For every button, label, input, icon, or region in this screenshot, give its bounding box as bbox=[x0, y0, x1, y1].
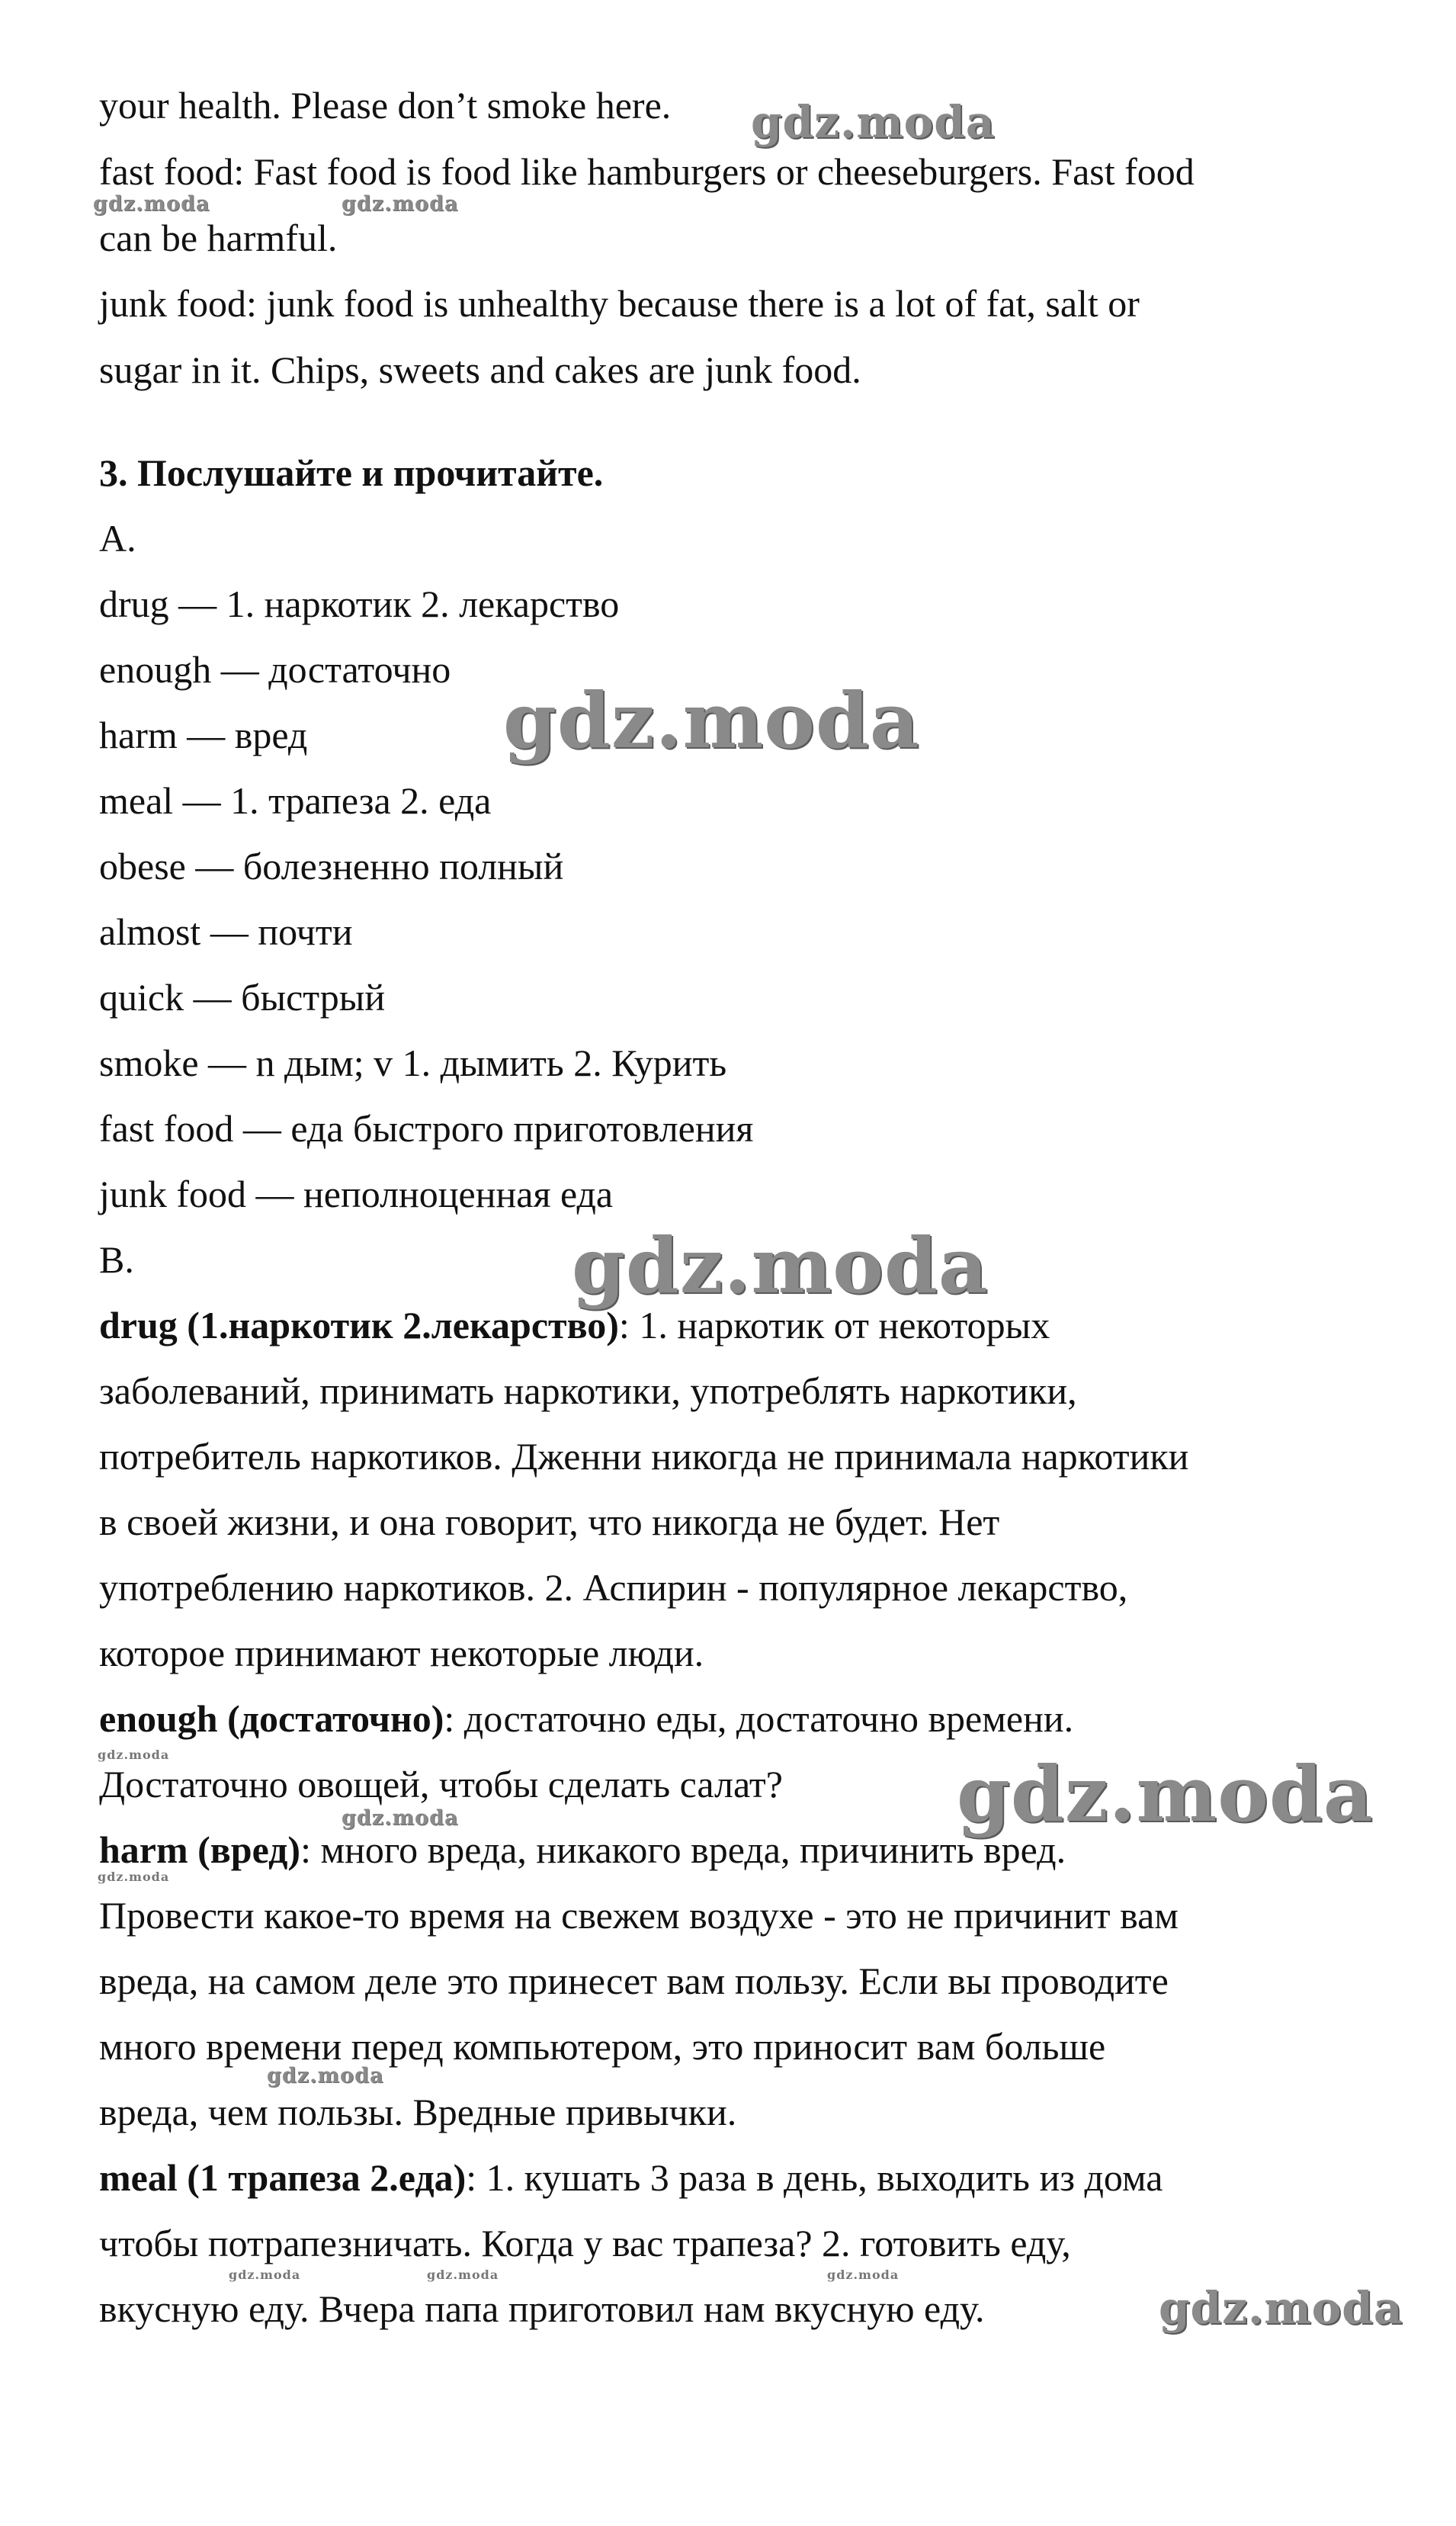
vocab-item: fast food — еда быстрого приготовления bbox=[99, 1107, 754, 1150]
watermark: gdz.moda bbox=[503, 676, 920, 766]
vocab-item: quick — быстрый bbox=[99, 976, 386, 1019]
watermark: gdz.moda bbox=[93, 192, 210, 216]
vocab-item: drug — 1. наркотик 2. лекарство bbox=[99, 583, 620, 625]
definition-text: : 1. наркотик от некоторых bbox=[618, 1304, 1050, 1346]
text-line: fast food: Fast food is food like hamburgers or cheeseburgers. Fast food bbox=[99, 150, 1195, 193]
definition-line: потребитель наркотиков. Дженни никогда не принимала наркотики bbox=[99, 1435, 1189, 1478]
definition-line bbox=[99, 1696, 1073, 1741]
term: harm (вред) bbox=[99, 1828, 301, 1871]
definition-text: : достаточно еды, достаточно времени. bbox=[444, 1697, 1074, 1740]
vocab-item: junk food — неполноценная еда bbox=[99, 1173, 614, 1215]
vocab-item: obese — болезненно полный bbox=[99, 845, 564, 887]
watermark: gdz.moda bbox=[1159, 2282, 1403, 2334]
section-heading: 3. Послушайте и прочитайте. bbox=[99, 451, 604, 494]
definition-line bbox=[99, 1827, 1066, 1873]
definition-line: в своей жизни, и она говорит, что никогда не будет. Нет bbox=[99, 1501, 1000, 1543]
definition-line: много времени перед компьютером, это приносит вам больше bbox=[99, 2025, 1106, 2068]
watermark: gdz.moda bbox=[427, 2268, 499, 2282]
subsection-label: B. bbox=[99, 1238, 134, 1281]
watermark: gdz.moda bbox=[572, 1221, 989, 1311]
watermark: gdz.moda bbox=[342, 192, 459, 216]
text-line: junk food: junk food is unhealthy because there is a lot of fat, salt or bbox=[99, 282, 1140, 325]
definition-text: : 1. кушать 3 раза в день, выходить из дома bbox=[466, 2156, 1163, 2199]
watermark: gdz.moda bbox=[98, 1748, 170, 1762]
watermark: gdz.moda bbox=[229, 2268, 301, 2282]
vocab-item: smoke — n дым; v 1. дымить 2. Курить bbox=[99, 1042, 727, 1084]
definition-line: которое принимают некоторые люди. bbox=[99, 1632, 704, 1674]
vocab-item: enough — достаточно bbox=[99, 648, 451, 691]
term: meal (1 трапеза 2.еда) bbox=[99, 2156, 467, 2199]
definition-line: вреда, на самом деле это принесет вам пользу. Если вы проводите bbox=[99, 1959, 1169, 2002]
definition-line: заболеваний, принимать наркотики, употреблять наркотики, bbox=[99, 1369, 1077, 1412]
definition-line: употреблению наркотиков. 2. Аспирин - популярное лекарство, bbox=[99, 1566, 1128, 1609]
subsection-label: A. bbox=[99, 517, 136, 560]
definition-line bbox=[99, 2155, 1163, 2200]
vocab-item: almost — почти bbox=[99, 910, 353, 953]
watermark: gdz.moda bbox=[342, 1806, 459, 1830]
definition-text: : много вреда, никакого вреда, причинить вред. bbox=[300, 1828, 1066, 1871]
definition-line: вреда, чем пользы. Вредные привычки. bbox=[99, 2091, 737, 2133]
term: enough (достаточно) bbox=[99, 1697, 444, 1740]
vocab-item: meal — 1. трапеза 2. еда bbox=[99, 779, 492, 822]
text-line: sugar in it. Chips, sweets and cakes are junk food. bbox=[99, 348, 861, 391]
definition-line: чтобы потрапезничать. Когда у вас трапеза? 2. готовить еду, bbox=[99, 2222, 1071, 2264]
text-line: your health. Please don’t smoke here. bbox=[99, 84, 672, 127]
watermark: gdz.moda bbox=[267, 2064, 384, 2088]
text-line: can be harmful. bbox=[99, 217, 338, 259]
term: drug (1.наркотик 2.лекарство) bbox=[99, 1304, 619, 1346]
definition-line: вкусную еду. Вчера папа приготовил нам вкусную еду. bbox=[99, 2287, 985, 2330]
watermark: gdz.moda bbox=[957, 1749, 1374, 1839]
definition-line: Провести какое-то время на свежем воздухе - это не причинит вам bbox=[99, 1894, 1179, 1937]
vocab-item: harm — вред bbox=[99, 714, 308, 756]
definition-line: Достаточно овощей, чтобы сделать салат? bbox=[99, 1763, 783, 1805]
watermark: gdz.moda bbox=[98, 1870, 170, 1884]
watermark: gdz.moda bbox=[751, 96, 996, 148]
watermark: gdz.moda bbox=[827, 2268, 900, 2282]
